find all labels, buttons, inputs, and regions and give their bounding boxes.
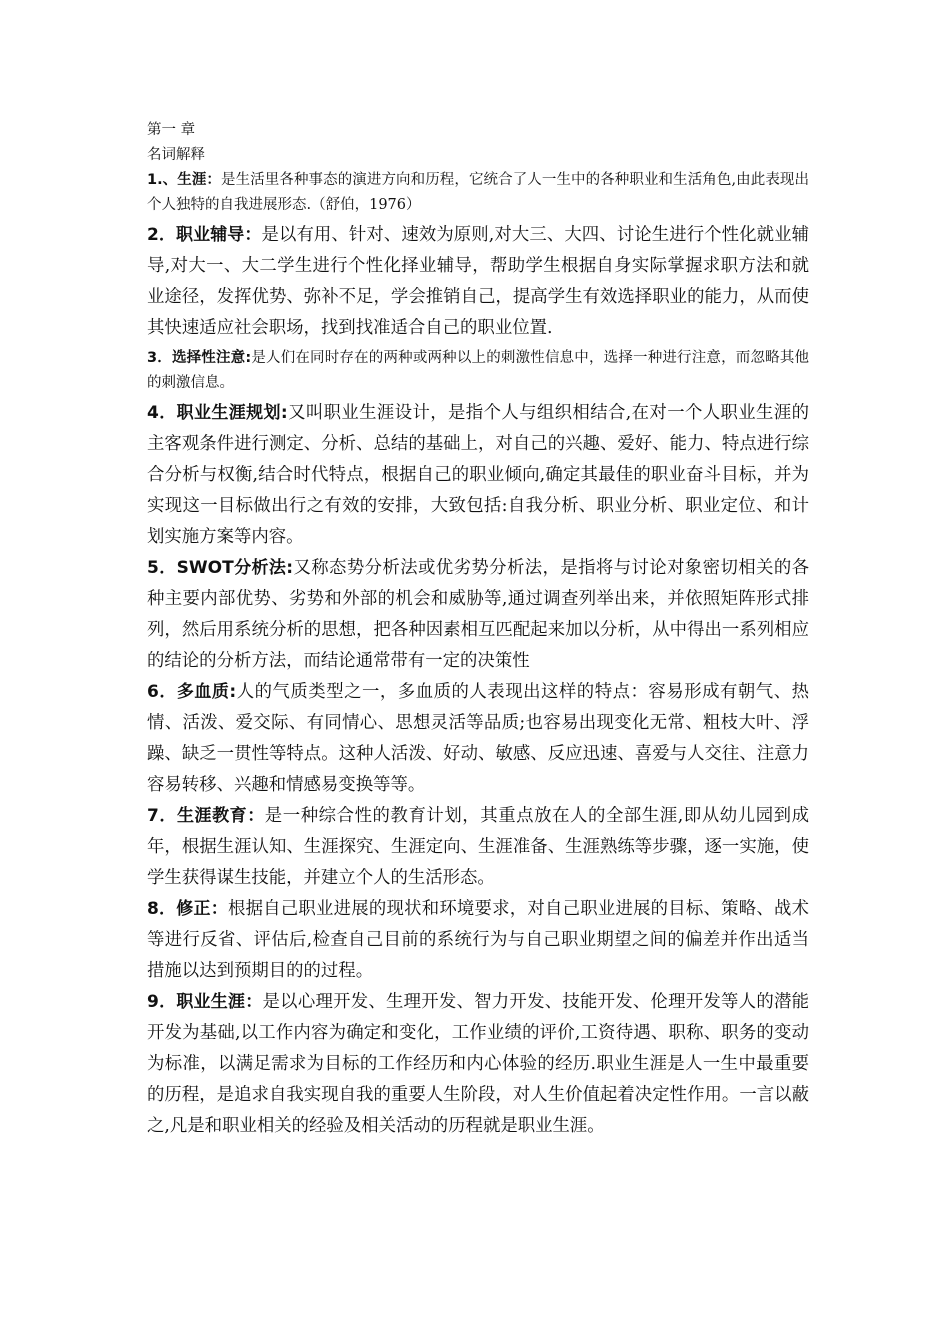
term-entry-6 [147, 677, 809, 801]
term-definition: 是以心理开发、生理开发、智力开发、技能开发、伦理开发等人的潜能开发为基础,以工作内容为确定和变化，工作业绩的评价,工资待遇、职称、职务的变动为标准，以满足需求为目标的工作经历和内心体验的经历.职业生涯是人一生中最重要的历程，是追求自我实现自我的重要人生阶段，对人生价值起着决定性作用。一言以蔽之,凡是和职业相关的经验及相关活动的历程就是职业生涯。 [147, 992, 809, 1136]
term-definition: 是一种综合性的教育计划，其重点放在人的全部生涯,即从幼儿园到成年，根据生涯认知、生涯探究、生涯定向、生涯准备、生涯熟练等步骤，逐一实施，使学生获得谋生技能，并建立个人的生活形态。 [147, 806, 809, 888]
document-page [147, 118, 809, 1142]
chapter-heading: 第一 章 [147, 122, 196, 138]
term-title: 2．职业辅导： [147, 225, 262, 245]
term-title: 3．选择性注意: [147, 350, 252, 366]
term-entry-4 [147, 398, 809, 553]
term-entry-7 [147, 801, 809, 894]
term-entry-2 [147, 220, 809, 344]
term-title: 6．多血质: [147, 682, 237, 702]
term-entry-1 [147, 168, 809, 218]
term-definition: 又称态势分析法或优劣势分析法，是指将与讨论对象密切相关的各种主要内部优势、劣势和外部的机会和威胁等,通过调查列举出来，并依照矩阵形式排列，然后用系统分析的思想，把各种因素相互匹配起来加以分析，从中得出一系列相应的结论的分析方法，而结论通常带有一定的决策性 [147, 558, 809, 671]
term-definition: 又叫职业生涯设计，是指个人与组织相结合,在对一个人职业生涯的主客观条件进行测定、分析、总结的基础上，对自己的兴趣、爱好、能力、特点进行综合分析与权衡,结合时代特点，根据自己的职业倾向,确定其最佳的职业奋斗目标，并为实现这一目标做出行之有效的安排，大致包括:自我分析、职业分析、职业定位、和计划实施方案等内容。 [147, 403, 809, 547]
term-title: 1.、生涯： [147, 172, 222, 188]
term-title: 7．生涯教育： [147, 806, 265, 826]
term-definition: 是以有用、针对、速效为原则,对大三、大四、讨论生进行个性化就业辅导,对大一、大二学生进行个性化择业辅导，帮助学生根据自身实际掌握求职方法和就业途径，发挥优势、弥补不足，学会推销自己，提高学生有效选择职业的能力，从而使其快速适应社会职场，找到找准适合自己的职业位置. [147, 225, 809, 338]
term-definition: 是人们在同时存在的两种或两种以上的刺激性信息中，选择一种进行注意，而忽略其他的刺激信息。 [147, 350, 810, 391]
term-entry-3 [147, 346, 809, 396]
term-title: 8．修正： [147, 899, 228, 919]
section-heading: 名词解释 [147, 147, 205, 163]
term-title: 5．SWOT分析法: [147, 558, 294, 578]
term-definition: 是生活里各种事态的演进方向和历程，它统合了人一生中的各种职业和生活角色,由此表现出个人独特的自我进展形态.（舒伯，1976） [147, 172, 809, 213]
term-title: 4．职业生涯规划: [147, 403, 288, 423]
term-definition: 人的气质类型之一，多血质的人表现出这样的特点：容易形成有朝气、热情、活泼、爱交际、有同情心、思想灵活等品质;也容易出现变化无常、粗枝大叶、浮躁、缺乏一贯性等特点。这种人活泼、好动、敏感、反应迅速、喜爱与人交往、注意力容易转移、兴趣和情感易变换等等。 [147, 682, 809, 795]
term-entry-9 [147, 987, 809, 1142]
term-definition: 根据自己职业进展的现状和环境要求，对自己职业进展的目标、策略、战术等进行反省、评估后,检查自己目前的系统行为与自己职业期望之间的偏差并作出适当措施以达到预期目的的过程。 [147, 899, 809, 981]
term-title: 9．职业生涯： [147, 992, 263, 1012]
term-entry-8 [147, 894, 809, 987]
term-entry-5 [147, 553, 809, 677]
